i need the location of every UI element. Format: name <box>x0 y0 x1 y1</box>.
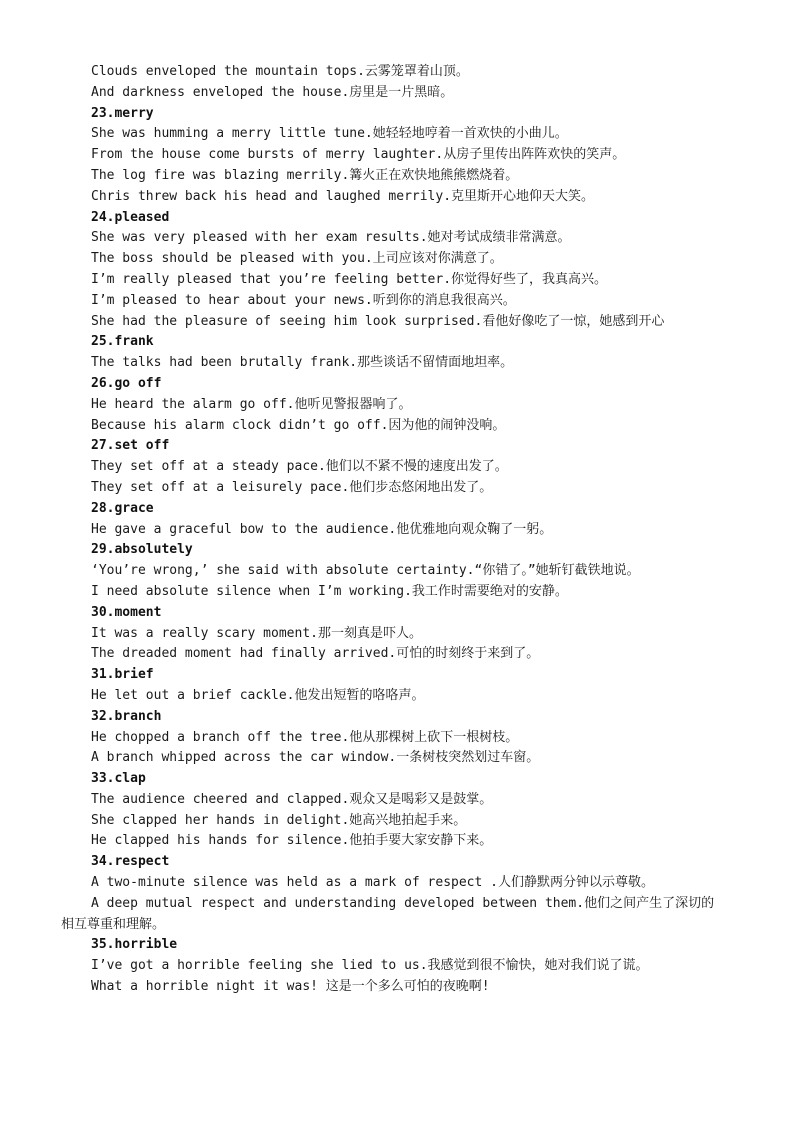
entry-heading: 29.absolutely <box>91 542 193 558</box>
example-sentence: He heard the alarm go off.他听见警报器响了。 <box>91 396 412 412</box>
example-sentence: He gave a graceful bow to the audience.他优雅地向观众鞠了一躬。 <box>91 521 553 537</box>
example-sentence: It was a really scary moment.那一刻真是吓人。 <box>91 625 422 641</box>
example-sentence: I need absolute silence when I’m working.我工作时需要绝对的安静。 <box>91 583 568 599</box>
entry-heading: 27.set off <box>91 438 170 454</box>
entry-heading: 34.respect <box>91 854 170 870</box>
example-sentence: The talks had been brutally frank.那些谈话不留情面地坦率。 <box>91 355 514 371</box>
entry-heading: 28.grace <box>91 500 154 516</box>
example-sentence: They set off at a leisurely pace.他们步态悠闲地出发了。 <box>91 479 493 495</box>
example-sentence: The boss should be pleased with you.上司应该对你满意了。 <box>91 251 503 267</box>
example-sentence: ‘You’re wrong,’ she said with absolute certainty.“你错了。”她斩钉截铁地说。 <box>91 563 640 579</box>
example-sentence <box>61 894 741 936</box>
entry-heading: 31.brief <box>91 667 154 683</box>
entry-heading: 32.branch <box>91 708 162 724</box>
example-sentence: I’m really pleased that you’re feeling better.你觉得好些了，我真高兴。 <box>91 271 608 287</box>
example-sentence: She was humming a merry little tune.她轻轻地哼着一首欢快的小曲儿。 <box>91 126 568 142</box>
entry-heading: 30.moment <box>91 604 162 620</box>
example-sentence: The log fire was blazing merrily.篝火正在欢快地熊熊燃烧着。 <box>91 167 519 183</box>
example-sentence: The audience cheered and clapped.观众又是喝彩又是鼓掌。 <box>91 791 493 807</box>
example-sentence: They set off at a steady pace.他们以不紧不慢的速度出发了。 <box>91 459 508 475</box>
example-sentence: She was very pleased with her exam results.她对考试成绩非常满意。 <box>91 230 571 246</box>
example-sentence: I’m pleased to hear about your news.听到你的消息我很高兴。 <box>91 292 516 308</box>
entry-heading: 23.merry <box>91 105 154 121</box>
entry-heading: 35.horrible <box>91 937 178 953</box>
example-sentence: The dreaded moment had finally arrived.可怕的时刻终于来到了。 <box>91 646 540 662</box>
example-sentence: Because his alarm clock didn’t go off.因为他的闹钟没响。 <box>91 417 506 433</box>
example-sentence: He clapped his hands for silence.他拍手要大家安静下来。 <box>91 833 493 849</box>
entry-heading: 26.go off <box>91 375 162 391</box>
example-sentence: A branch whipped across the car window.一条树枝突然划过车窗。 <box>91 750 540 766</box>
example-sentence-continuation: 相互尊重和理解。 <box>61 916 166 932</box>
example-sentence: A two-minute silence was held as a mark of respect .人们静默两分钟以示尊敬。 <box>91 875 654 891</box>
example-sentence: She had the pleasure of seeing him look surprised.看他好像吃了一惊，她感到开心 <box>91 313 665 329</box>
example-sentence: I’ve got a horrible feeling she lied to us.我感觉到很不愉快，她对我们说了谎。 <box>91 958 649 974</box>
entry-heading: 24.pleased <box>91 209 170 225</box>
example-sentence: He let out a brief cackle.他发出短暂的咯咯声。 <box>91 687 425 703</box>
example-sentence: What a horrible night it was! 这是一个多么可怕的夜晚啊! <box>91 979 490 995</box>
example-sentence: She clapped her hands in delight.她高兴地拍起手来。 <box>91 812 467 828</box>
example-sentence-line: A deep mutual respect and understanding developed between them.他们之间产生了深切的 <box>91 895 715 911</box>
example-sentence: And darkness enveloped the house.房里是一片黑暗。 <box>91 84 454 100</box>
example-sentence: Chris threw back his head and laughed merrily.克里斯开心地仰天大笑。 <box>91 188 595 204</box>
document-body <box>61 62 741 998</box>
example-sentence: From the house come bursts of merry laughter.从房子里传出阵阵欢快的笑声。 <box>91 147 626 163</box>
example-sentence: He chopped a branch off the tree.他从那棵树上砍下一根树枝。 <box>91 729 519 745</box>
entry-heading: 33.clap <box>91 771 146 787</box>
entry-heading: 25.frank <box>91 334 154 350</box>
example-sentence: Clouds enveloped the mountain tops.云雾笼罩着山顶。 <box>91 64 469 79</box>
